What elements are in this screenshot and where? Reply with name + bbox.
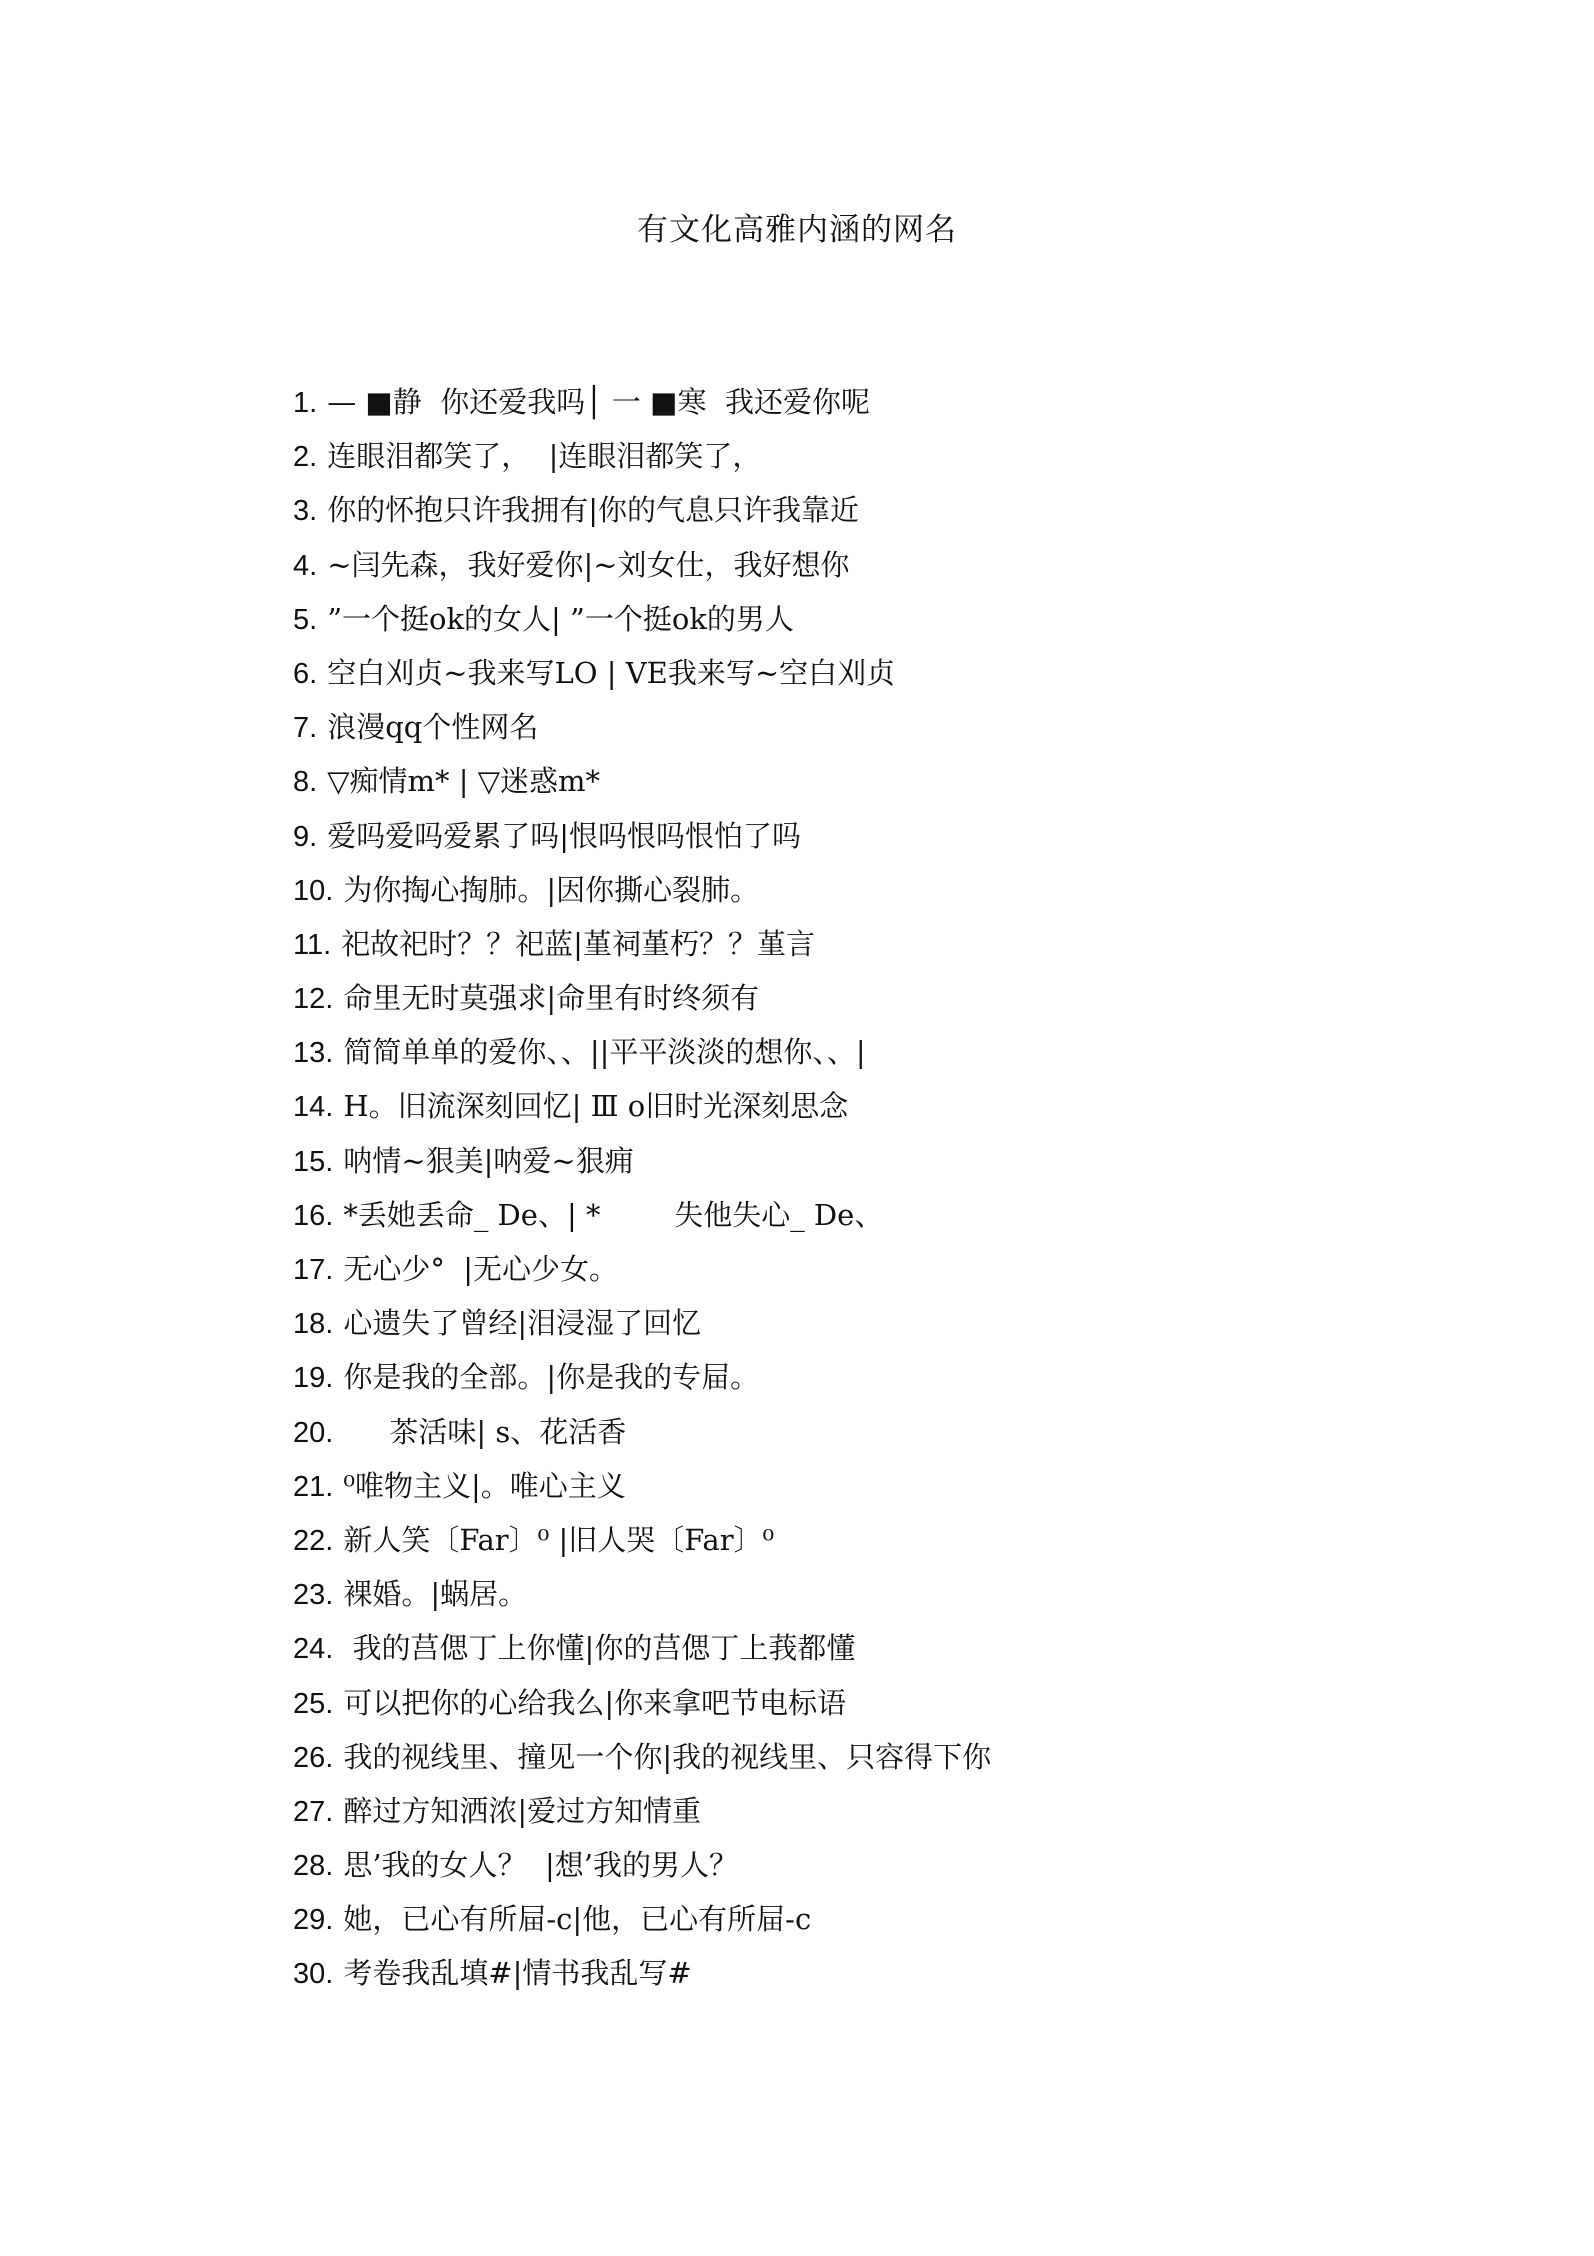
list-item (293, 754, 1493, 808)
item-text: 无心少° |无心少女。 (343, 1252, 619, 1286)
item-number: 1. (293, 387, 318, 419)
item-text: 祀故祀时？？祀蓝|堇祠堇朽？？堇言 (341, 926, 815, 961)
item-text: 思’我的女人？ |想’我的男人？ (343, 1848, 738, 1883)
item-text: ⁰唯物主义|。唯心主义 (343, 1468, 626, 1503)
list-item (293, 863, 1493, 917)
item-number: 10. (293, 874, 334, 907)
item-number: 2. (293, 441, 318, 474)
item-number: 22. (293, 1524, 334, 1557)
list-item (293, 700, 1493, 754)
item-text: 我的莒偲丁上你懂|你的莒偲丁上莪都懂 (343, 1631, 856, 1666)
item-text: 你的怀抱只许我拥有|你的气息只许我靠近 (327, 493, 859, 528)
item-text: 茶活味| s、花活香 (343, 1414, 627, 1449)
list-item (293, 1513, 1493, 1567)
item-text: 爱吗爱吗爱累了吗|恨吗恨吗恨怕了吗 (327, 818, 801, 853)
item-text: ▽痴情m* | ▽迷惑m* (327, 764, 600, 799)
nickname-list (293, 375, 1493, 2001)
item-text: 浪漫qq个性网名 (327, 710, 539, 745)
item-number: 21. (293, 1470, 334, 1503)
list-item (293, 1784, 1493, 1838)
item-number: 26. (293, 1741, 334, 1774)
item-text: 你是我的全部。|你是我的专屇。 (343, 1360, 760, 1395)
item-number: 30. (293, 1958, 334, 1991)
list-item (293, 1296, 1493, 1350)
list-item (293, 1838, 1493, 1892)
list-item (293, 1350, 1493, 1404)
item-text: 呐情~狠美|呐爱~狠痈 (343, 1143, 634, 1178)
list-item (293, 1946, 1493, 2000)
page-title: 有文化高雅内涵的网名 (637, 212, 957, 248)
item-number: 4. (293, 549, 318, 582)
item-text: 考卷我乱填#|情书我乱写# (343, 1956, 692, 1991)
item-text: H。旧流深刻回忆| Ⅲ o旧时光深刻思念 (343, 1089, 849, 1124)
list-item (293, 483, 1493, 537)
item-text: 简简单单的爱你、、||平平淡淡的想你、、| (343, 1035, 866, 1070)
list-item (293, 1892, 1493, 1946)
item-text: *丢她丢命_ De、| * 失他失心_ De、 (343, 1197, 884, 1232)
item-text: ~闫先森，我好爱你|~刘女仕，我好想你 (327, 547, 850, 582)
list-item (293, 809, 1493, 863)
item-text: 新人笑〔Far〕⁰ |旧人哭〔Far〕⁰ (343, 1522, 775, 1557)
item-text: 连眼泪都笑了， |连眼泪都笑了， (327, 439, 762, 474)
item-text: 可以把你的心给我么|你来拿吧节电标语 (343, 1685, 847, 1720)
item-number: 12. (293, 983, 334, 1016)
item-number: 17. (293, 1254, 334, 1286)
item-text: 醉过方知洒浓|爱过方知情重 (343, 1793, 702, 1828)
item-number: 28. (293, 1850, 334, 1883)
list-item (293, 1567, 1493, 1621)
item-number: 18. (293, 1308, 334, 1341)
list-item (293, 375, 1493, 429)
list-item (293, 917, 1493, 971)
item-text: ”一个挺ok的女人| ”一个挺ok的男人 (327, 601, 794, 636)
list-item (293, 1730, 1493, 1784)
list-item (293, 429, 1493, 483)
list-item (293, 1242, 1493, 1296)
list-item (293, 1188, 1493, 1242)
list-item (293, 592, 1493, 646)
item-text: 为你掏心掏肺。|因你撕心裂肺。 (343, 872, 760, 907)
list-item (293, 1079, 1493, 1133)
item-number: 13. (293, 1037, 334, 1070)
item-number: 15. (293, 1145, 334, 1178)
item-number: 6. (293, 657, 318, 690)
item-number: 8. (293, 766, 318, 799)
list-item (293, 1134, 1493, 1188)
item-number: 7. (293, 712, 318, 745)
list-item (293, 1405, 1493, 1459)
list-item (293, 1676, 1493, 1730)
item-number: 16. (293, 1199, 334, 1232)
item-text: 裸婚。|蜗居。 (343, 1577, 528, 1612)
list-item (293, 646, 1493, 700)
item-text: 她，已心有所屇-c|他，已心有所屇-c (343, 1902, 812, 1937)
item-text: 我的视线里、撞见一个你|我的视线里、只容得下你 (343, 1739, 992, 1774)
item-number: 9. (293, 820, 318, 853)
item-number: 20. (293, 1416, 334, 1449)
item-number: 19. (293, 1362, 334, 1395)
list-item (293, 1459, 1493, 1513)
item-number: 11. (293, 928, 332, 961)
item-text: 命里无时莫强求|命里有时终须有 (343, 981, 760, 1016)
item-text: — ■静 你还爱我吗│ 一 ■寒 我还爱你呢 (327, 385, 870, 419)
item-text: 空白刈贞~我来写LO | VE我来写~空白刈贞 (327, 655, 896, 690)
list-item (293, 1025, 1493, 1079)
list-item (293, 538, 1493, 592)
list-item (293, 971, 1493, 1025)
item-number: 27. (293, 1795, 334, 1828)
item-text: 心遗失了曾经|泪浸湿了回忆 (343, 1306, 702, 1341)
item-number: 25. (293, 1687, 334, 1720)
list-item (293, 1621, 1493, 1675)
item-number: 3. (293, 495, 318, 528)
item-number: 23. (293, 1579, 334, 1612)
item-number: 24. (293, 1633, 334, 1666)
item-number: 14. (293, 1091, 334, 1124)
item-number: 5. (293, 603, 318, 636)
item-number: 29. (293, 1904, 334, 1937)
